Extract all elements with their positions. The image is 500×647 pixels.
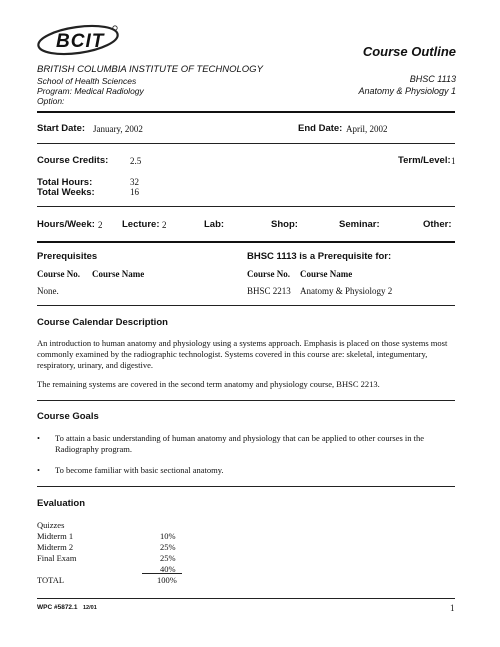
eval-item-pct: 25% — [160, 553, 176, 563]
seminar-label: Seminar: — [339, 219, 380, 230]
prereq-for-title: BHSC 1113 is a Prerequisite for: — [247, 251, 392, 262]
prereq-col-name: Course Name — [92, 269, 145, 279]
shop-label: Shop: — [271, 219, 298, 230]
total-hours-value: 32 — [130, 177, 139, 187]
other-label: Other: — [423, 219, 452, 230]
lecture-value: 2 — [162, 220, 167, 230]
prereq-for-course-name: Anatomy & Physiology 2 — [300, 286, 393, 296]
term-label: Term/Level: — [398, 155, 451, 166]
program-name: Program: Medical Radiology — [37, 86, 144, 96]
credits-value: 2.5 — [130, 156, 142, 166]
eval-item-pct: 40% — [160, 564, 176, 574]
prereq-divider — [37, 305, 455, 306]
eval-item-name: Midterm 2 — [37, 542, 74, 552]
course-code: BHSC 1113 — [409, 74, 456, 84]
end-date-label: End Date: — [298, 123, 343, 134]
eval-item-name: Quizzes — [37, 520, 65, 530]
lecture-label: Lecture: — [122, 219, 160, 230]
hours-divider — [37, 241, 455, 243]
calendar-note: The remaining systems are covered in the second term anatomy and physiology course, BHSC 2213. — [37, 379, 380, 389]
footer-date: 12/01 — [83, 605, 97, 611]
total-hours-label: Total Hours: — [37, 177, 93, 188]
bullet-icon: • — [37, 433, 40, 443]
credits-divider — [37, 206, 455, 207]
eval-item-pct: 25% — [160, 542, 176, 552]
credits-label: Course Credits: — [37, 155, 109, 166]
eval-item-name: Midterm 1 — [37, 531, 74, 541]
goals-title: Course Goals — [37, 411, 99, 422]
prereq-for-col-name: Course Name — [300, 269, 353, 279]
hours-week-label: Hours/Week: — [37, 219, 95, 230]
evaluation-title: Evaluation — [37, 498, 86, 509]
footer-divider — [37, 598, 455, 599]
hours-week-value: 2 — [98, 220, 103, 230]
goal-text: To become familiar with basic sectional anatomy. — [55, 465, 224, 475]
eval-item-pct: 10% — [160, 531, 176, 541]
bullet-icon: • — [37, 465, 40, 475]
school-name: School of Health Sciences — [37, 76, 137, 86]
goals-divider — [37, 486, 455, 487]
prereq-col-no: Course No. — [37, 269, 80, 279]
calendar-description: An introduction to human anatomy and physiology using a systems approach. Emphasis is placed on those systems most commonly examined by the radiographic technologist. Systems covered in this course are: skeletal, integumentary, respiratory, urinary, and digestive. — [37, 338, 448, 370]
institute-name: BRITISH COLUMBIA INSTITUTE OF TECHNOLOGY — [37, 64, 263, 75]
page-number: 1 — [450, 603, 455, 613]
course-name: Anatomy & Physiology 1 — [358, 86, 456, 96]
prereq-value: None. — [37, 286, 59, 296]
term-value: 1 — [451, 156, 456, 166]
dates-divider — [37, 143, 455, 144]
end-date-value: April, 2002 — [346, 124, 388, 134]
prereq-for-course-no: BHSC 2213 — [247, 286, 291, 296]
start-date-label: Start Date: — [37, 123, 86, 134]
calendar-divider — [37, 400, 455, 401]
prereq-title: Prerequisites — [37, 251, 98, 262]
subtotal-line — [142, 573, 182, 574]
svg-text:BCIT: BCIT — [56, 31, 105, 52]
total-value: 100% — [157, 575, 177, 585]
footer-code: WPC #5872.1 — [37, 604, 78, 611]
total-weeks-value: 16 — [130, 187, 139, 197]
header-divider — [37, 111, 455, 113]
lab-label: Lab: — [204, 219, 225, 230]
calendar-title: Course Calendar Description — [37, 317, 168, 328]
eval-item-name: Final Exam — [37, 553, 77, 563]
goal-text: To attain a basic understanding of human anatomy and physiology that can be applied to other courses in the Radiography program. — [55, 433, 425, 454]
start-date-value: January, 2002 — [93, 124, 143, 134]
option-label: Option: — [37, 96, 65, 106]
doc-title: Course Outline — [362, 44, 456, 59]
total-weeks-label: Total Weeks: — [37, 187, 95, 198]
bcit-logo — [34, 18, 122, 62]
total-label: TOTAL — [37, 575, 65, 585]
prereq-for-col-no: Course No. — [247, 269, 290, 279]
